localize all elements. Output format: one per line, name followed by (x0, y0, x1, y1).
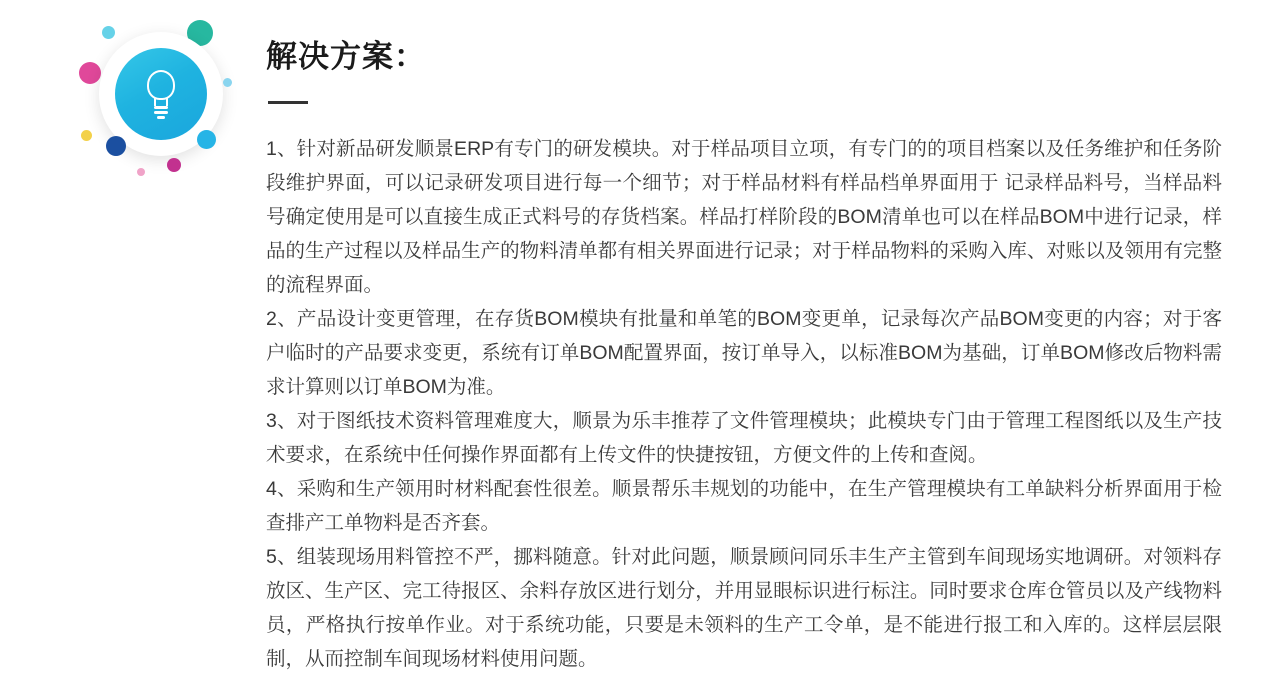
decorative-dot-pink (79, 62, 101, 84)
solution-body (266, 132, 1222, 676)
paragraph-1: 1、针对新品研发顺景ERP有专门的研发模块。对于样品项目立项，有专门的的项目档案以及任务维护和任务阶段维护界面，可以记录研发项目进行每一个细节；对于样品材料有样品档单界面用于 记录样品料号，当样品料号确定使用是可以直接生成正式料号的存货档案。样品打样阶段的BOM清单也可以在样品BOM中进行记录，样品的生产过程以及样品生产的物料清单都有相关界面进行记录；对于样品物料的采购入库、对账以及领用有完整的流程界面。 (266, 138, 1222, 297)
paragraph-2: 2、产品设计变更管理，在存货BOM模块有批量和单笔的BOM变更单，记录每次产品BOM变更的内容；对于客户临时的产品要求变更，系统有订单BOM配置界面，按订单导入，以标准BOM为基础，订单BOM修改后物料需求计算则以订单BOM为准。 (266, 308, 1222, 399)
page-title: 解决方案： (266, 39, 426, 74)
lightbulb-glass (147, 70, 175, 100)
lightbulb-base-line-3 (157, 116, 165, 119)
title-underline-divider (268, 101, 308, 104)
decorative-dot-blue (197, 130, 216, 149)
decorative-dot-small-blue (223, 78, 232, 87)
decorative-dot-magenta (167, 158, 181, 172)
paragraph-4: 4、采购和生产领用时材料配套性很差。顺景帮乐丰规划的功能中，在生产管理模块有工单缺料分析界面用于检查排产工单物料是否齐套。 (266, 478, 1222, 535)
content-column (266, 38, 1222, 676)
decorative-dot-navy (106, 136, 126, 156)
lightbulb-icon (143, 70, 179, 118)
paragraph-5: 5、组装现场用料管控不严，挪料随意。针对此问题，顺景顾问同乐丰生产主管到车间现场实地调研。对领料存放区、生产区、完工待报区、余料存放区进行划分，并用显眼标识进行标注。同时要求仓库仓管员以及产线物料员，严格执行按单作业。对于系统功能，只要是未领料的生产工令单，是不能进行报工和入库的。这样层层限制，从而控制车间现场材料使用问题。 (266, 546, 1222, 671)
decorative-dot-lightblue (102, 26, 115, 39)
decorative-dot-yellow (81, 130, 92, 141)
decorative-dot-small-pink (137, 168, 145, 176)
lightbulb-neck (154, 98, 168, 106)
lightbulb-illustration (75, 18, 245, 188)
lightbulb-base-line-1 (154, 106, 168, 109)
paragraph-3: 3、对于图纸技术资料管理难度大，顺景为乐丰推荐了文件管理模块；此模块专门由于管理工程图纸以及生产技术要求，在系统中任何操作界面都有上传文件的快捷按钮，方便文件的上传和查阅。 (266, 410, 1222, 467)
lightbulb-base-line-2 (154, 111, 168, 114)
